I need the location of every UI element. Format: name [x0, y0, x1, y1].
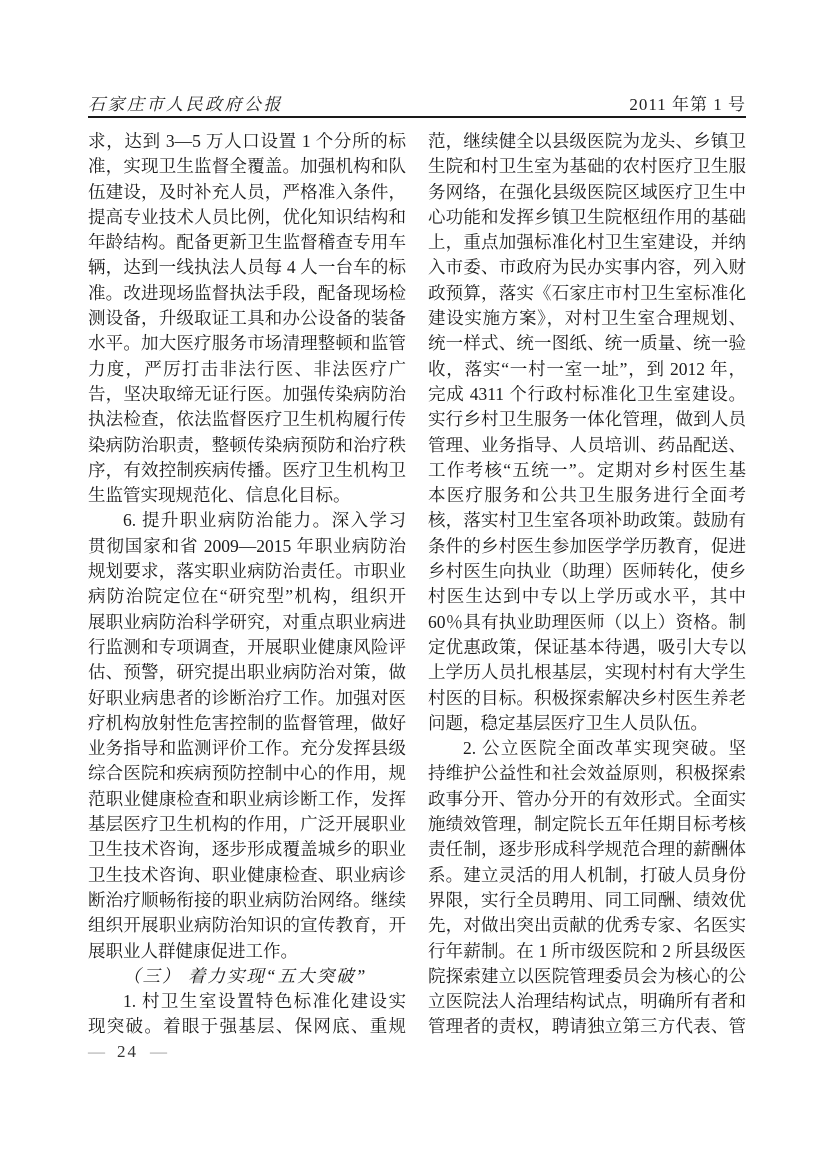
body-text-line: 政事分开、管办分开的有效形式。全面实 [428, 788, 746, 809]
body-text-line: 定优惠政策，保证基本待遇，吸引大专以 [428, 636, 746, 657]
body-text-line: 管理者的责权，聘请独立第三方代表、管 [428, 1016, 746, 1037]
body-text-line: 问题，稳定基层医疗卫生人员队伍。 [428, 712, 708, 733]
body-text-line: 村医生达到中专以上学历或水平，其中 [428, 586, 746, 607]
body-text-line: 组织开展职业病防治知识的宣传教育，开 [88, 915, 406, 936]
body-text-line: 年龄结构。配备更新卫生监督稽查专用车 [88, 232, 406, 253]
page-number: 24 [117, 1042, 138, 1061]
body-text-line: 估、预警，研究提出职业病防治对策，做 [88, 662, 406, 683]
body-text-line: 求，达到 3—5 万人口设置 1 个分所的标 [88, 131, 406, 151]
body-text-line: 持维护公益性和社会效益原则，积极探索 [428, 763, 746, 784]
body-text-line: 管理、业务指导、人员培训、药品配送、 [428, 434, 746, 455]
body-text-line: 完成 4311 个行政村标准化卫生室建设。 [428, 383, 746, 404]
body-text-line: 施绩效管理，制定院长五年任期目标考核 [428, 814, 746, 835]
body-text-line: 基层医疗卫生机构的作用，广泛开展职业 [88, 814, 406, 835]
issue-number: 2011 年第 1 号 [629, 95, 746, 114]
body-text-line: 立医院法人治理结构试点，明确所有者和 [428, 991, 746, 1012]
body-text-line: 心功能和发挥乡镇卫生院枢纽作用的基础 [428, 206, 746, 227]
body-text-line: 本医疗服务和公共卫生服务进行全面考 [428, 485, 746, 506]
running-head [88, 90, 746, 115]
body-text-line: 行监测和专项调查，开展职业健康风险评 [88, 636, 406, 657]
body-text-line: 准。改进现场监督执法手段，配备现场检 [88, 282, 406, 303]
header-rule [88, 116, 746, 118]
body-text-line: 水平。加大医疗服务市场清理整顿和监管 [88, 333, 406, 354]
body-text-line: 卫生技术咨询，逐步形成覆盖城乡的职业 [88, 839, 406, 860]
body-text-line: 伍建设，及时补充人员，严格准入条件， [88, 181, 406, 202]
body-text-line: 实行乡村卫生服务一体化管理，做到人员 [428, 409, 746, 430]
body-text-line: 入市委、市政府为民办实事内容，列入财 [428, 257, 746, 278]
body-text-line: 政预算，落实《石家庄市村卫生室标准化 [428, 282, 746, 303]
body-text-line: 务网络，在强化县级医院区域医疗卫生中 [428, 181, 746, 202]
body-text-line: 先，对做出突出贡献的优秀专家、名医实 [428, 915, 746, 936]
body-text-line: 规划要求，落实职业病防治责任。市职业 [88, 561, 406, 582]
body-text-line: 现突破。着眼于强基层、保网底、重规 [88, 1016, 406, 1037]
body-text-line: 村医的目标。积极探索解决乡村医生养老 [428, 687, 746, 708]
body-text-line: 力度，严厉打击非法行医、非法医疗广 [88, 358, 406, 379]
body-text-line: 统一样式、统一图纸、统一质量、统一验 [428, 333, 746, 354]
body-text-line: 准，实现卫生监督全覆盖。加强机构和队 [88, 156, 406, 177]
body-text-line: 2. 公立医院全面改革实现突破。坚 [463, 738, 746, 759]
body-text-line: 好职业病患者的诊断治疗工作。加强对医 [88, 687, 406, 708]
body-text-line: 条件的乡村医生参加医学学历教育，促进 [428, 535, 746, 556]
folio-dash-right: — [150, 1042, 167, 1061]
left-text-column [88, 129, 406, 1040]
body-text-line: 病防治院定位在“研究型”机构，组织开 [88, 586, 406, 607]
body-text-line: 工作考核“五统一”。定期对乡村医生基 [428, 459, 746, 480]
body-text-line: 展职业人群健康促进工作。 [88, 940, 298, 961]
body-text-line: 建设实施方案》，对村卫生室合理规划、 [428, 308, 746, 329]
body-text-line: 上学历人员扎根基层，实现村村有大学生 [428, 662, 746, 683]
body-text-line: 系。建立灵活的用人机制，打破人员身份 [428, 864, 746, 885]
body-text-line: 序，有效控制疾病传播。医疗卫生机构卫 [88, 459, 406, 480]
body-text-line: 测设备，升级取证工具和办公设备的装备 [88, 308, 406, 329]
body-text-line: 行年薪制。在 1 所市级医院和 2 所县级医 [428, 940, 746, 961]
body-text-line: 收，落实“一村一室一址”，到 2012 年， [428, 358, 746, 379]
body-text-line: 疗机构放射性危害控制的监督管理，做好 [88, 712, 406, 733]
body-text-line: 界限，实行全员聘用、同工同酬、绩效优 [428, 889, 746, 910]
body-text-line: 染病防治职责，整顿传染病预防和治疗秩 [88, 434, 406, 455]
body-text-line: 告，坚决取缔无证行医。加强传染病防治 [88, 383, 406, 404]
body-text-line: 断治疗顺畅衔接的职业病防治网络。继续 [88, 889, 406, 910]
body-text-line: 展职业病防治科学研究，对重点职业病进 [88, 611, 406, 632]
body-text-line: 乡村医生向执业（助理）医师转化，使乡 [428, 561, 746, 582]
body-text-line: 提高专业技术人员比例，优化知识结构和 [88, 206, 406, 227]
body-text-line: 业务指导和监测评价工作。充分发挥县级 [88, 738, 406, 759]
body-text-line: 卫生技术咨询、职业健康检查、职业病诊 [88, 864, 406, 885]
body-text-line: 核，落实村卫生室各项补助政策。鼓励有 [428, 510, 746, 531]
body-text-line: 辆，达到一线执法人员每 4 人一台车的标 [88, 257, 406, 278]
body-text-line: 6. 提升职业病防治能力。深入学习 [123, 510, 406, 531]
body-text-line: 院探索建立以医院管理委员会为核心的公 [428, 965, 746, 986]
body-text-line: 范，继续健全以县级医院为龙头、乡镇卫 [428, 131, 746, 151]
body-text-line: 60％具有执业助理医师（以上）资格。制 [428, 611, 746, 632]
body-text-line: 范职业健康检查和职业病诊断工作，发挥 [88, 788, 406, 809]
folio-dash-left: — [88, 1042, 105, 1061]
body-text-line: 生院和村卫生室为基础的农村医疗卫生服 [428, 156, 746, 177]
body-text-line: 上，重点加强标准化村卫生室建设，并纳 [428, 232, 746, 253]
section-heading-line: （三） 着力实现“五大突破” [123, 965, 368, 986]
body-text-line: 1. 村卫生室设置特色标准化建设实 [123, 991, 406, 1012]
body-text-line: 执法检查，依法监督医疗卫生机构履行传 [88, 409, 406, 430]
body-text-line: 综合医院和疾病预防控制中心的作用，规 [88, 763, 406, 784]
body-text-line: 贯彻国家和省 2009—2015 年职业病防治 [88, 535, 406, 556]
body-text-line: 生监管实现规范化、信息化目标。 [88, 485, 351, 506]
right-text-column [428, 129, 746, 1040]
page-folio [88, 1042, 167, 1062]
gazette-title: 石家庄市人民政府公报 [88, 95, 283, 114]
body-text-line: 责任制，逐步形成科学规范合理的薪酬体 [428, 839, 746, 860]
